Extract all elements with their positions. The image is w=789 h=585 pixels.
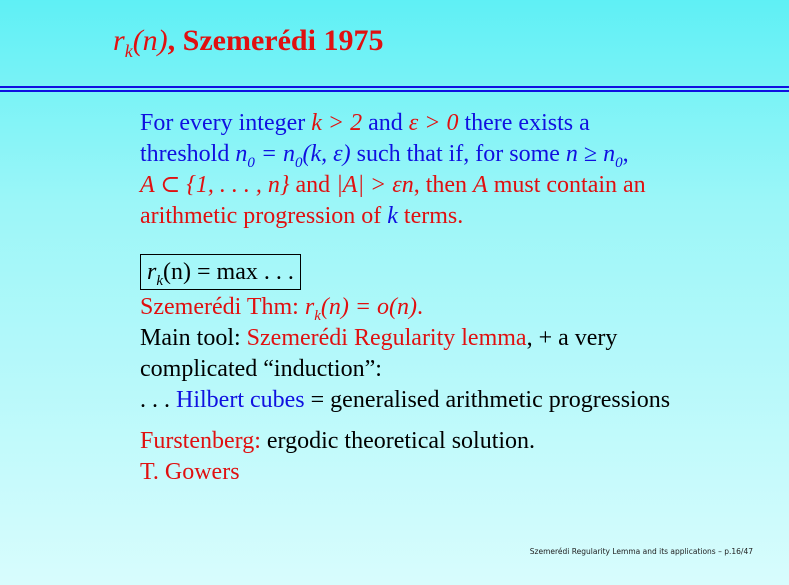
complicated-line: complicated “induction”: (140, 356, 382, 382)
title-rule-top (0, 86, 789, 88)
thm-line: Szemerédi Thm: $r_k(n) = o(n)$. (140, 294, 424, 324)
definition-box: $r_k(n) = \max$ . . . (140, 254, 301, 290)
furstenberg-line: Furstenberg: ergodic theoretical solution. (140, 428, 536, 454)
slide-content (140, 108, 780, 488)
title-math: $r_k(n)$ (113, 24, 168, 61)
slide-title (113, 24, 384, 61)
title-rule-bottom (0, 90, 789, 92)
hilbert-line: . . . Hilbert cubes = generalised arithmetic progressions (140, 387, 671, 413)
slide-footer: Szemerédi Regularity Lemma and its applications – p.16/47 (529, 547, 753, 556)
main-tool-line: Main tool: Szemerédi Regularity lemma, + a very (140, 325, 618, 351)
title-text: , Szemerédi 1975 (167, 24, 384, 57)
gowers-line: T. Gowers (140, 459, 240, 485)
theorem-statement: For every integer k > 2 and ε > 0 there exists a threshold $n_0 = n_0(k$, ε) such that if, for some $n \ge n_0$, A ⊂ {1, . . . , n} and |A| > εn, then A must contain an arithmetic progression of k terms. (140, 110, 646, 229)
